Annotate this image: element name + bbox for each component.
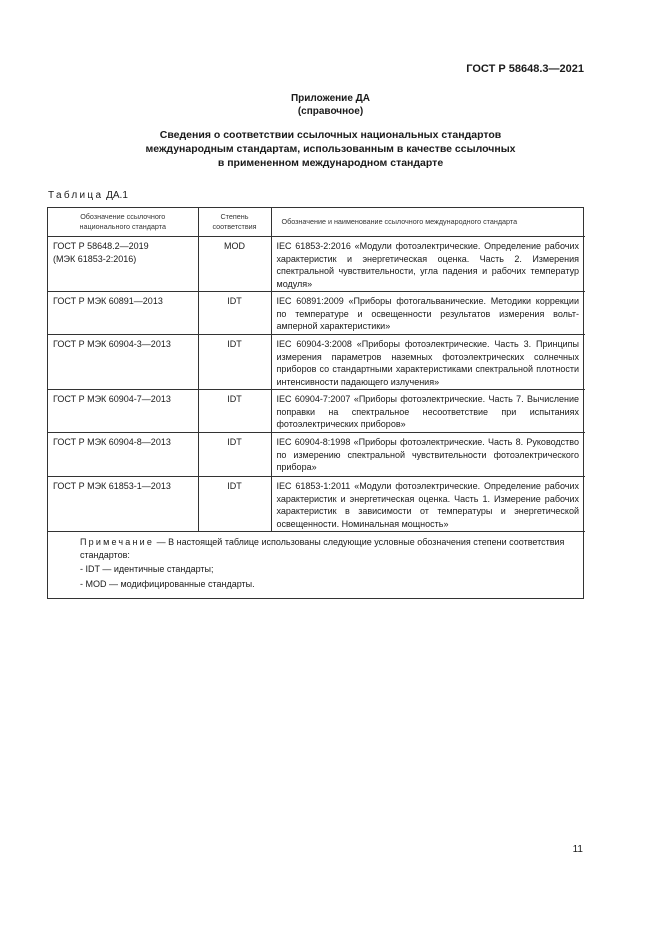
- header-national-line-2: национального стандарта: [79, 222, 166, 231]
- note-label: Примечание: [80, 537, 155, 547]
- degree-cell: MOD: [198, 237, 271, 292]
- section-title-line-2: международным стандартам, использованным в качестве ссылочных: [145, 143, 516, 155]
- header-degree-line-2: соответствия: [212, 222, 257, 231]
- note-text: — В настоящей таблице использованы следующие условные обозначения степени соответствия стандартов:: [80, 537, 565, 560]
- table-row: [48, 335, 585, 390]
- header-degree-line-1: Степень: [220, 212, 249, 221]
- international-standard-cell: IEC 60904-7:2007 «Приборы фотоэлектрические. Часть 7. Вычисление поправки на спектральное несоответствие при испытаниях фотоэлектрических приборов»: [271, 390, 585, 433]
- note-item-idt: - IDT — идентичные стандарты;: [80, 564, 214, 574]
- page-number: 11: [572, 844, 583, 855]
- note-item-mod: - MOD — модифицированные стандарты.: [80, 579, 255, 589]
- national-standard-cell: ГОСТ Р МЭК 61853-1—2013: [48, 477, 198, 532]
- annex-heading: [0, 92, 661, 118]
- national-standard-cell: ГОСТ Р МЭК 60904-3—2013: [48, 335, 198, 390]
- note-text-block: [80, 536, 577, 562]
- table-caption-number: ДА.1: [106, 190, 128, 201]
- section-title-line-1: Сведения о соответствии ссылочных национальных стандартов: [159, 129, 502, 141]
- table-row: [48, 433, 585, 477]
- table-row: [48, 237, 585, 292]
- degree-cell: IDT: [198, 477, 271, 532]
- international-standard-cell: IEC 61853-1:2011 «Модули фотоэлектрические. Определение рабочих характеристик и энергетическая оценка. Часть 1. Измерение рабочих характеристик в зависимости от температуры и энергетической освещенности. Номинальная мощность»: [271, 477, 585, 532]
- table-row: [48, 390, 585, 433]
- degree-cell: IDT: [198, 390, 271, 433]
- correspondence-table: [47, 207, 584, 599]
- degree-cell: IDT: [198, 433, 271, 477]
- table-caption-label: Таблица: [48, 190, 104, 201]
- national-standard-cell: ГОСТ Р МЭК 60891—2013: [48, 292, 198, 335]
- national-standard-sub: (МЭК 61853-2:2016): [53, 253, 137, 264]
- header-national-standard: [48, 208, 198, 237]
- header-degree: [198, 208, 271, 237]
- section-title-line-3: в примененном международном стандарте: [217, 157, 444, 169]
- header-international-standard: Обозначение и наименование ссылочного международного стандарта: [271, 208, 585, 237]
- document-code: ГОСТ Р 58648.3—2021: [466, 63, 584, 75]
- annex-title: Приложение ДА: [290, 93, 371, 104]
- degree-cell: IDT: [198, 335, 271, 390]
- header-national-line-1: Обозначение ссылочного: [80, 212, 166, 221]
- table-header-row: [48, 208, 585, 237]
- annex-subtitle: (справочное): [297, 106, 364, 117]
- degree-cell: IDT: [198, 292, 271, 335]
- national-standard-cell: [48, 237, 198, 292]
- international-standard-cell: IEC 61853-2:2016 «Модули фотоэлектрические. Определение рабочих характеристик и энергетическая оценка. Часть 2. Измерения спектральной чувствительности, угла падения и рабочих температур модуля»: [271, 237, 585, 292]
- national-standard: ГОСТ Р 58648.2—2019: [53, 241, 149, 251]
- international-standard-cell: IEC 60891:2009 «Приборы фотогальванические. Методики коррекции по температуре и освещенности результатов измерения вольт-амперной характеристики»: [271, 292, 585, 335]
- table-caption: [48, 190, 128, 201]
- table-note: [48, 532, 585, 593]
- international-standard-cell: IEC 60904-3:2008 «Приборы фотоэлектрические. Часть 3. Принципы измерения параметров наземных фотоэлектрических солнечных приборов со стандартными характеристиками спектральной плотности интенсивности падающего излучения»: [271, 335, 585, 390]
- international-standard-cell: IEC 60904-8:1998 «Приборы фотоэлектрические. Часть 8. Руководство по измерению спектральной чувствительности фотоэлектрического прибора»: [271, 433, 585, 477]
- table-row: [48, 477, 585, 532]
- national-standard-cell: ГОСТ Р МЭК 60904-7—2013: [48, 390, 198, 433]
- national-standard-cell: ГОСТ Р МЭК 60904-8—2013: [48, 433, 198, 477]
- section-title: [0, 128, 661, 170]
- table-note-row: [48, 532, 585, 593]
- table-row: [48, 292, 585, 335]
